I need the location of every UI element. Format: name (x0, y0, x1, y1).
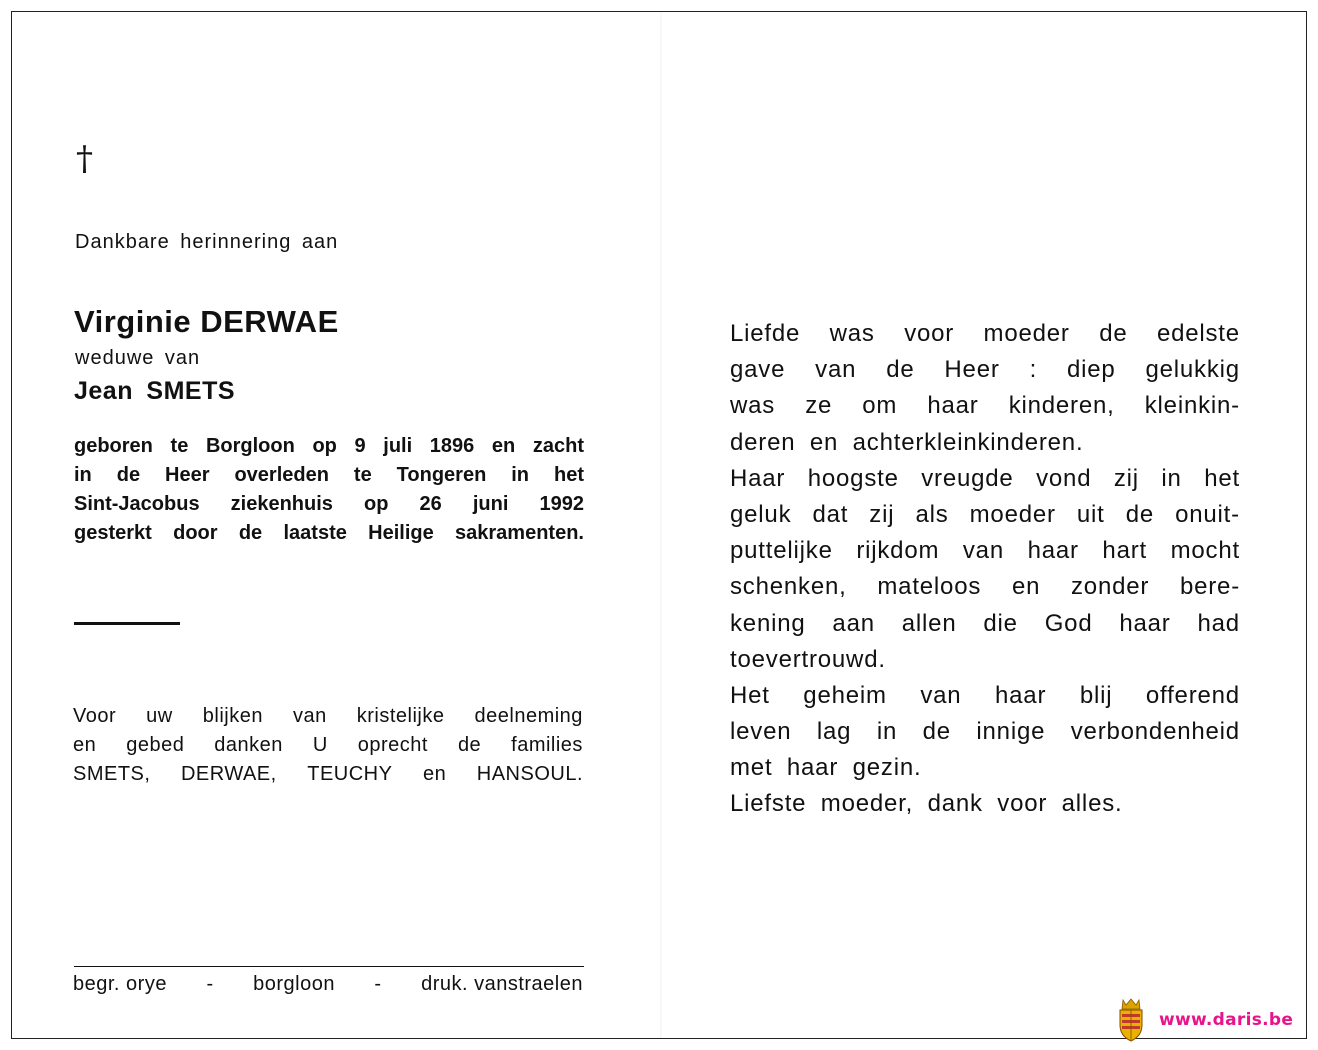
word: hoogste (807, 464, 899, 492)
word: lag (816, 718, 852, 746)
poem-line (730, 786, 1240, 822)
poem-line (730, 569, 1240, 605)
watermark (1115, 997, 1293, 1043)
word: zij (1113, 464, 1139, 492)
word: de (1125, 500, 1155, 528)
poem-line (730, 497, 1240, 533)
word: moeder (983, 320, 1070, 347)
word: schenken, (730, 573, 847, 601)
word: het (1204, 464, 1240, 492)
word: de (238, 522, 263, 544)
word: dat (812, 500, 849, 528)
crest-icon (1115, 997, 1147, 1043)
word: en (491, 435, 516, 457)
word: had (1197, 609, 1240, 637)
word: geluk (730, 500, 792, 528)
word: vond (1036, 464, 1092, 492)
word: moeder (969, 500, 1056, 528)
watermark-text: www.daris.be (1159, 1010, 1294, 1030)
word: TEUCHY (307, 763, 393, 785)
bio-line (74, 461, 584, 490)
poem-line (730, 642, 1240, 678)
word: Tongeren (396, 464, 487, 486)
word: om (862, 392, 898, 420)
word: 1896 (429, 435, 475, 457)
divider (74, 622, 180, 625)
word: en (809, 428, 853, 456)
memorial-card (11, 11, 1307, 1039)
poem-line (730, 750, 1240, 786)
word: kristelijke (356, 705, 445, 727)
word: de (886, 356, 915, 384)
thanks-line (73, 702, 583, 731)
word: geboren (74, 435, 153, 457)
word: Sint-Jacobus (74, 493, 200, 515)
word: gesterkt (74, 522, 152, 544)
word: kinderen, (1008, 392, 1115, 420)
word: en (1011, 573, 1041, 601)
word: op (364, 493, 389, 515)
poem-block (730, 316, 1240, 823)
word: gave (730, 356, 786, 384)
word: innige (976, 718, 1046, 746)
word: in (511, 464, 530, 486)
word: achterkleinkinderen. (852, 428, 1084, 456)
word: haar (995, 681, 1047, 709)
word: overleden (234, 464, 329, 486)
word: blijken (202, 705, 263, 727)
word: ziekenhuis (230, 493, 333, 515)
word: van (920, 681, 962, 709)
spouse-name: Jean SMETS (74, 377, 236, 405)
word: mocht (1170, 537, 1240, 565)
word: 9 (354, 435, 366, 457)
footer-item: - (374, 973, 382, 995)
word: ze (805, 392, 833, 420)
word: met (730, 754, 787, 782)
word: zacht (532, 435, 584, 457)
word: te (170, 435, 189, 457)
thanks-block (73, 702, 583, 789)
word: zonder (1071, 573, 1150, 601)
word: Liefde (730, 320, 801, 347)
word: kleinkin- (1144, 392, 1240, 420)
poem-line (730, 714, 1240, 750)
word: Haar (730, 464, 786, 492)
poem-line (730, 461, 1240, 497)
word: U (312, 734, 328, 756)
word: dank (927, 790, 998, 818)
word: haar (1027, 537, 1079, 565)
word: van (292, 705, 327, 727)
footer-item: begr. orye (73, 973, 167, 995)
word: moeder, (820, 790, 928, 818)
word: haar (786, 754, 853, 782)
word: en (422, 763, 447, 785)
word: mateloos (877, 573, 982, 601)
biography-block (74, 432, 584, 548)
footer-divider (74, 966, 584, 967)
bio-line (74, 432, 584, 461)
widow-of-text: weduwe van (75, 347, 201, 369)
word: en (73, 734, 97, 756)
word: van (815, 356, 857, 384)
word: voor (904, 320, 955, 347)
word: haar (1119, 609, 1171, 637)
word: Liefste (730, 790, 821, 818)
word: haar (927, 392, 979, 420)
word: gebed (126, 734, 185, 756)
bio-line (74, 490, 584, 519)
footer-item: druk. vanstraelen (421, 973, 583, 995)
word: juni (472, 493, 509, 515)
word: de (116, 464, 141, 486)
word: puttelijke (730, 537, 833, 565)
word: zij (869, 500, 895, 528)
deceased-name: Virginie DERWAE (74, 304, 339, 339)
word: uit (1076, 500, 1105, 528)
word: voor (997, 790, 1062, 818)
word: die (983, 609, 1018, 637)
word: de (922, 718, 951, 746)
poem-line (730, 388, 1240, 424)
word: Heer (165, 464, 210, 486)
word: kening (730, 609, 806, 637)
poem-line (730, 352, 1240, 388)
intro-text: Dankbare herinnering aan (75, 231, 339, 253)
word: verbondenheid (1070, 718, 1240, 746)
word: danken (214, 734, 283, 756)
word: in (74, 464, 92, 486)
poem-line (730, 533, 1240, 569)
word: 26 (419, 493, 442, 515)
word: bere- (1179, 573, 1240, 601)
word: edelste (1156, 320, 1240, 347)
poem-line (730, 425, 1240, 461)
word: was (730, 392, 776, 420)
word: van (962, 537, 1004, 565)
word: op (312, 435, 337, 457)
word: alles. (1061, 790, 1123, 818)
word: SMETS, (73, 763, 151, 785)
word: deren (730, 428, 810, 456)
word: sakramenten. (455, 522, 584, 544)
word: DERWAE, (180, 763, 277, 785)
card-fold (660, 12, 662, 1038)
word: deelneming (474, 705, 583, 727)
word: Het (730, 681, 770, 709)
thanks-line (73, 731, 583, 760)
word: Borgloon (205, 435, 295, 457)
word: hart (1102, 537, 1147, 565)
word: 1992 (539, 493, 584, 515)
poem-line (730, 606, 1240, 642)
word: was (829, 320, 875, 347)
word: laatste (283, 522, 347, 544)
word: Heer (944, 356, 1000, 384)
word: gelukkig (1145, 356, 1240, 384)
word: geheim (803, 681, 887, 709)
poem-line (730, 678, 1240, 714)
word: toevertrouwd. (730, 645, 886, 673)
word: juli (383, 435, 413, 457)
word: door (173, 522, 218, 544)
word: blij (1079, 681, 1113, 709)
word: offerend (1145, 681, 1240, 709)
word: diep (1066, 356, 1116, 384)
bio-line (74, 519, 584, 548)
word: onuit- (1175, 500, 1240, 528)
word: in (1161, 464, 1182, 492)
poem-line (730, 316, 1240, 352)
word: als (915, 500, 949, 528)
footer-item: borgloon (253, 973, 335, 995)
word: Voor (73, 705, 117, 727)
word: leven (730, 718, 792, 746)
word: : (1029, 356, 1038, 384)
word: families (511, 734, 583, 756)
word: uw (146, 705, 173, 727)
word: in (876, 718, 898, 746)
word: HANSOUL. (476, 763, 583, 785)
word: de (457, 734, 482, 756)
cross-icon: † (76, 139, 93, 179)
footer-item: - (206, 973, 214, 995)
word: het (553, 464, 584, 486)
word: de (1099, 320, 1128, 347)
word: Heilige (368, 522, 434, 544)
word: te (353, 464, 372, 486)
printer-footer (73, 973, 583, 996)
word: allen (901, 609, 957, 637)
thanks-line (73, 760, 583, 789)
word: God (1044, 609, 1093, 637)
word: vreugde (921, 464, 1014, 492)
word: gezin. (852, 754, 922, 782)
word: aan (832, 609, 875, 637)
word: rijkdom (856, 537, 940, 565)
word: oprecht (357, 734, 428, 756)
